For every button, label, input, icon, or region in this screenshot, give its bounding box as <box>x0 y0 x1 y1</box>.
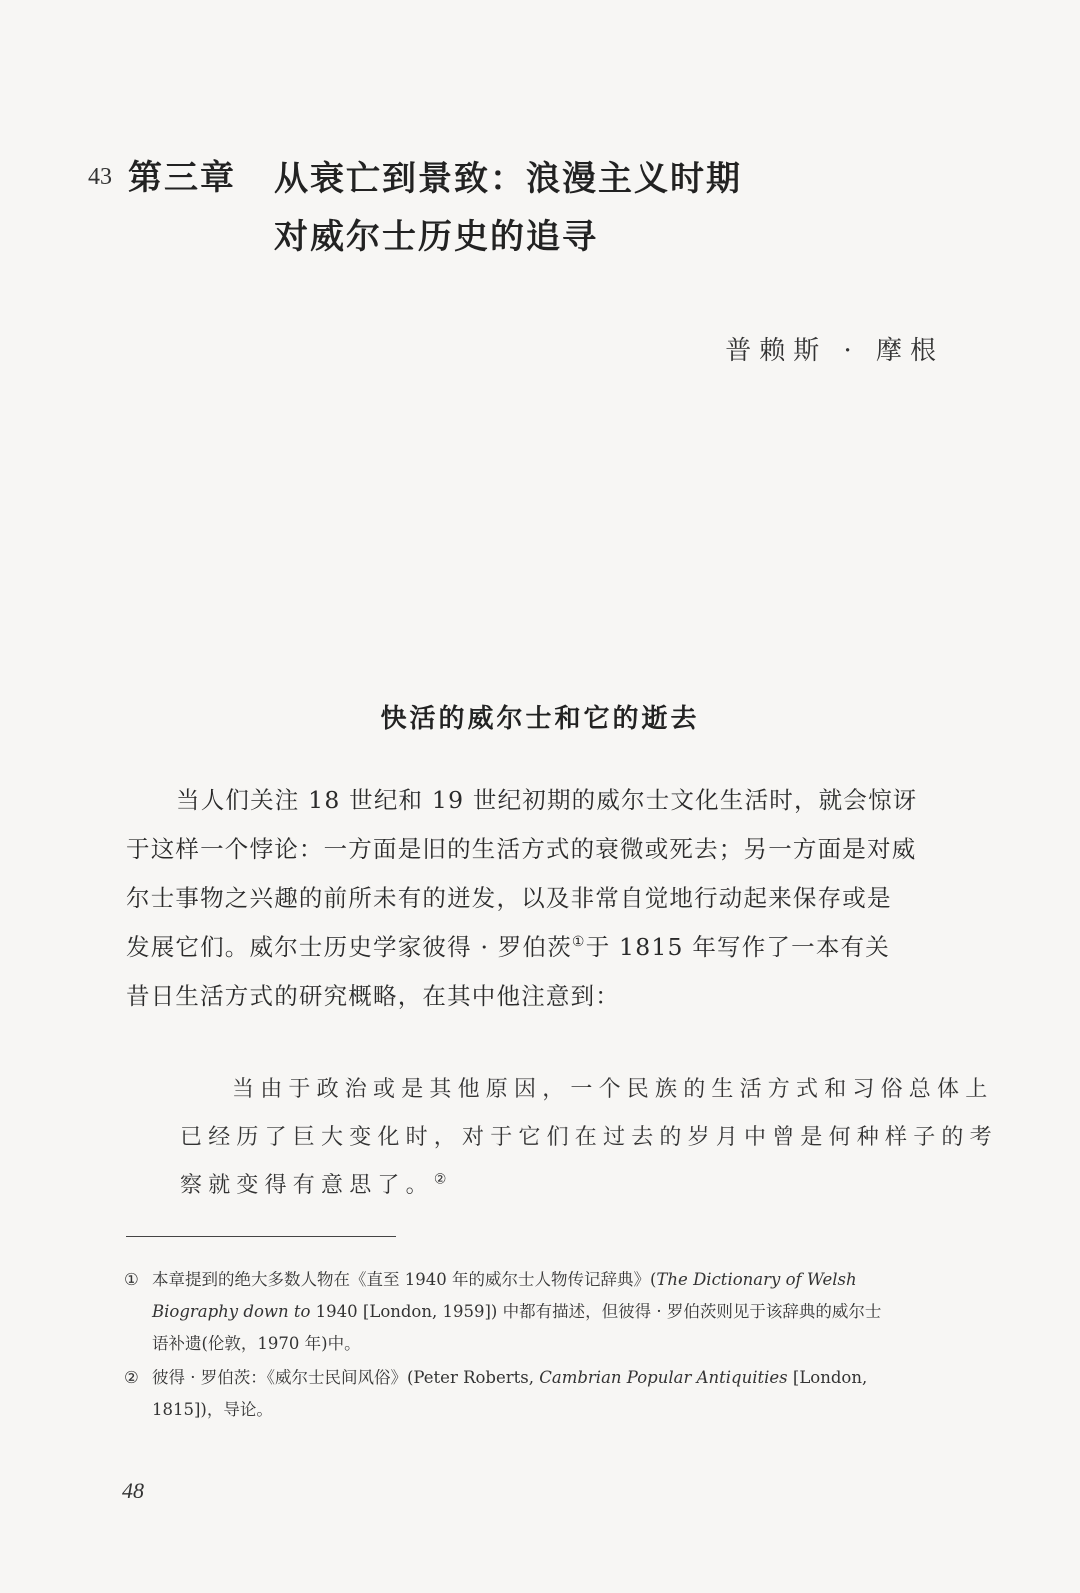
margin-page-number: 43 <box>88 164 112 190</box>
footnote-1-italic-title-a: The Dictionary of Welsh <box>656 1270 857 1289</box>
body-line-5: 昔日生活方式的研究概略，在其中他注意到： <box>126 982 620 1010</box>
footnote-2 <box>124 1362 948 1426</box>
body-paragraph <box>126 776 946 1021</box>
footnote-ref-1[interactable]: ① <box>571 934 586 951</box>
block-quote <box>180 1066 998 1210</box>
body-line-2: 于这样一个悖论：一方面是旧的生活方式的衰微或死去；另一方面是对威 <box>126 835 917 863</box>
body-line-1: 当人们关注 18 世纪和 19 世纪初期的威尔士文化生活时，就会惊讶 <box>176 786 918 814</box>
footnote-2-text-a: 彼得 · 罗伯茨：《威尔士民间风俗》(Peter Roberts, <box>152 1368 540 1387</box>
quote-line-3 <box>180 1162 946 1210</box>
footnote-1-mark: ① <box>124 1270 139 1289</box>
body-line-4-end: 于 1815 年写作了一本有关 <box>585 933 890 961</box>
footnote-2-mark: ② <box>124 1368 139 1387</box>
footnote-1-text-b: 1940 [London, 1959]) 中都有描述，但彼得 · 罗伯茨则见于该辞典的威尔士 <box>310 1302 882 1321</box>
footnote-1-text-a: 本章提到的绝大多数人物在《直至 1940 年的威尔士人物传记辞典》( <box>152 1270 657 1289</box>
chapter-label: 第三章 <box>128 158 236 198</box>
footnote-2-line-1 <box>152 1362 948 1394</box>
footnote-1 <box>124 1264 948 1360</box>
footnote-2-text-b: [London, <box>787 1368 868 1387</box>
footnote-1-line-1 <box>152 1264 948 1296</box>
footnotes <box>124 1264 948 1428</box>
chapter-title <box>274 150 774 266</box>
footnote-1-line-2 <box>152 1296 948 1328</box>
quote-line-3-text: 察就变得有意思了。 <box>180 1173 434 1198</box>
footnote-1-line-3: 语补遗(伦敦，1970 年)中。 <box>152 1334 361 1353</box>
footnote-2-line-2: 1815])，导论。 <box>152 1400 273 1419</box>
body-line-4 <box>126 923 946 972</box>
page-number: 48 <box>122 1478 144 1503</box>
body-line-4-start: 发展它们。威尔士历史学家彼得 · 罗伯茨 <box>126 933 572 961</box>
quote-line-2: 已经历了巨大变化时，对于它们在过去的岁月中曾是何种样子的考 <box>180 1125 998 1150</box>
quote-line-1: 当由于政治或是其他原因，一个民族的生活方式和习俗总体上 <box>232 1077 994 1102</box>
chapter-title-line-2: 对威尔士历史的追寻 <box>274 217 598 257</box>
body-line-3: 尔士事物之兴趣的前所未有的迸发，以及非常自觉地行动起来保存或是 <box>126 884 892 912</box>
footnote-2-italic-title: Cambrian Popular Antiquities <box>539 1368 788 1387</box>
author-name: 普赖斯 · 摩根 <box>725 336 944 366</box>
section-heading: 快活的威尔士和它的逝去 <box>380 704 700 734</box>
footnote-ref-2[interactable]: ② <box>433 1171 453 1188</box>
footnote-1-italic-title-b: Biography down to <box>152 1302 311 1321</box>
chapter-title-line-1: 从衰亡到景致：浪漫主义时期 <box>274 159 742 199</box>
footnote-divider <box>126 1236 396 1237</box>
